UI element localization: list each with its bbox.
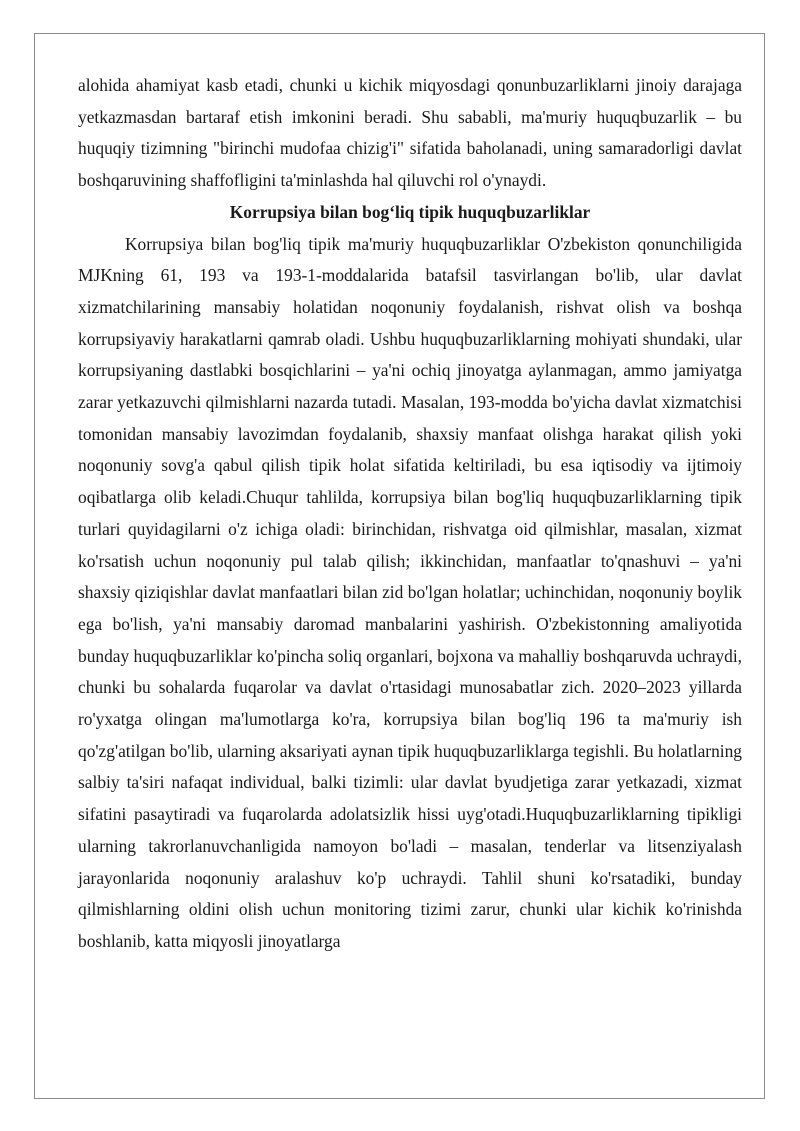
paragraph-intro: alohida ahamiyat kasb etadi, chunki u kichik miqyosdagi qonunbuzarliklarni jinoiy darajaga yetkazmasdan bartaraf etish imkonini beradi. Shu sababli, ma'muriy huquqbuzarlik – bu huquqiy tizimning "birinchi mudofaa chizig'i" sifatida baholanadi, uning samaradorligi davlat boshqaruvining shaffofligini ta'minlashda hal qiluvchi rol o'ynaydi. (78, 75, 742, 191)
document-body (78, 70, 742, 958)
section-heading: Korrupsiya bilan bog‘liq tipik huquqbuzarliklar (229, 201, 591, 222)
paragraph-main: Korrupsiya bilan bog'liq tipik ma'muriy huquqbuzarliklar O'zbekiston qonunchiligida MJKning 61, 193 va 193-1-moddalarida batafsil tasvirlangan bo'lib, ular davlat xizmatchilarining mansabiy holatidan noqonuniy foydalanish, rishvat olish va boshqa korrupsiyaviy harakatlarni qamrab oladi. Ushbu huquqbuzarliklarning mohiyati shundaki, ular korrupsiyaning dastlabki bosqichlarini – ya'ni ochiq jinoyatga aylanmagan, ammo jamiyatga zarar yetkazuvchi qilmishlarni nazarda tutadi. Masalan, 193-modda bo'yicha davlat xizmatchisi tomonidan mansabiy lavozimdan foydalanib, shaxsiy manfaat olishga harakat qilish yoki noqonuniy sovg'a qabul qilish tipik holat sifatida keltiriladi, bu esa iqtisodiy va ijtimoiy oqibatlarga olib keladi.Chuqur tahlilda, korrupsiya bilan bog'liq huquqbuzarliklarning tipik turlari quyidagilarni o'z ichiga oladi: birinchidan, rishvatga oid qilmishlar, masalan, xizmat ko'rsatish uchun noqonuniy pul talab qilish; ikkinchidan, manfaatlar to'qnashuvi – ya'ni shaxsiy qiziqishlar davlat manfaatlari bilan zid bo'lgan holatlar; uchinchidan, noqonuniy boylik ega bo'lish, ya'ni mansabiy daromad manbalarini yashirish. O'zbekistonning amaliyotida bunday huquqbuzarliklar ko'pincha soliq organlari, bojxona va mahalliy boshqaruvda uchraydi, chunki bu sohalarda fuqarolar va davlat o'rtasidagi munosabatlar zich. 2020–2023 yillarda ro'yxatga olingan ma'lumotlarga ko'ra, korrupsiya bilan bog'liq 196 ta ma'muriy ish qo'zg'atilgan bo'lib, ularning aksariyati aynan tipik huquqbuzarliklarga tegishli. Bu holatlarning salbiy ta'siri nafaqat individual, balki tizimli: ular davlat byudjetiga zarar yetkazadi, xizmat sifatini pasaytiradi va fuqarolarda adolatsizlik hissi uyg'otadi.Huquqbuzarliklarning tipikligi ularning takrorlanuvchanligida namoyon bo'ladi – masalan, tenderlar va litsenziyalash jarayonlarida noqonuniy aralashuv ko'p uchraydi. Tahlil shuni ko'rsatadiki, bunday qilmishlarning oldini olish uchun monitoring tizimi zarur, chunki ular kichik ko'rinishda boshlanib, katta miqyosli jinoyatlarga (78, 233, 742, 951)
